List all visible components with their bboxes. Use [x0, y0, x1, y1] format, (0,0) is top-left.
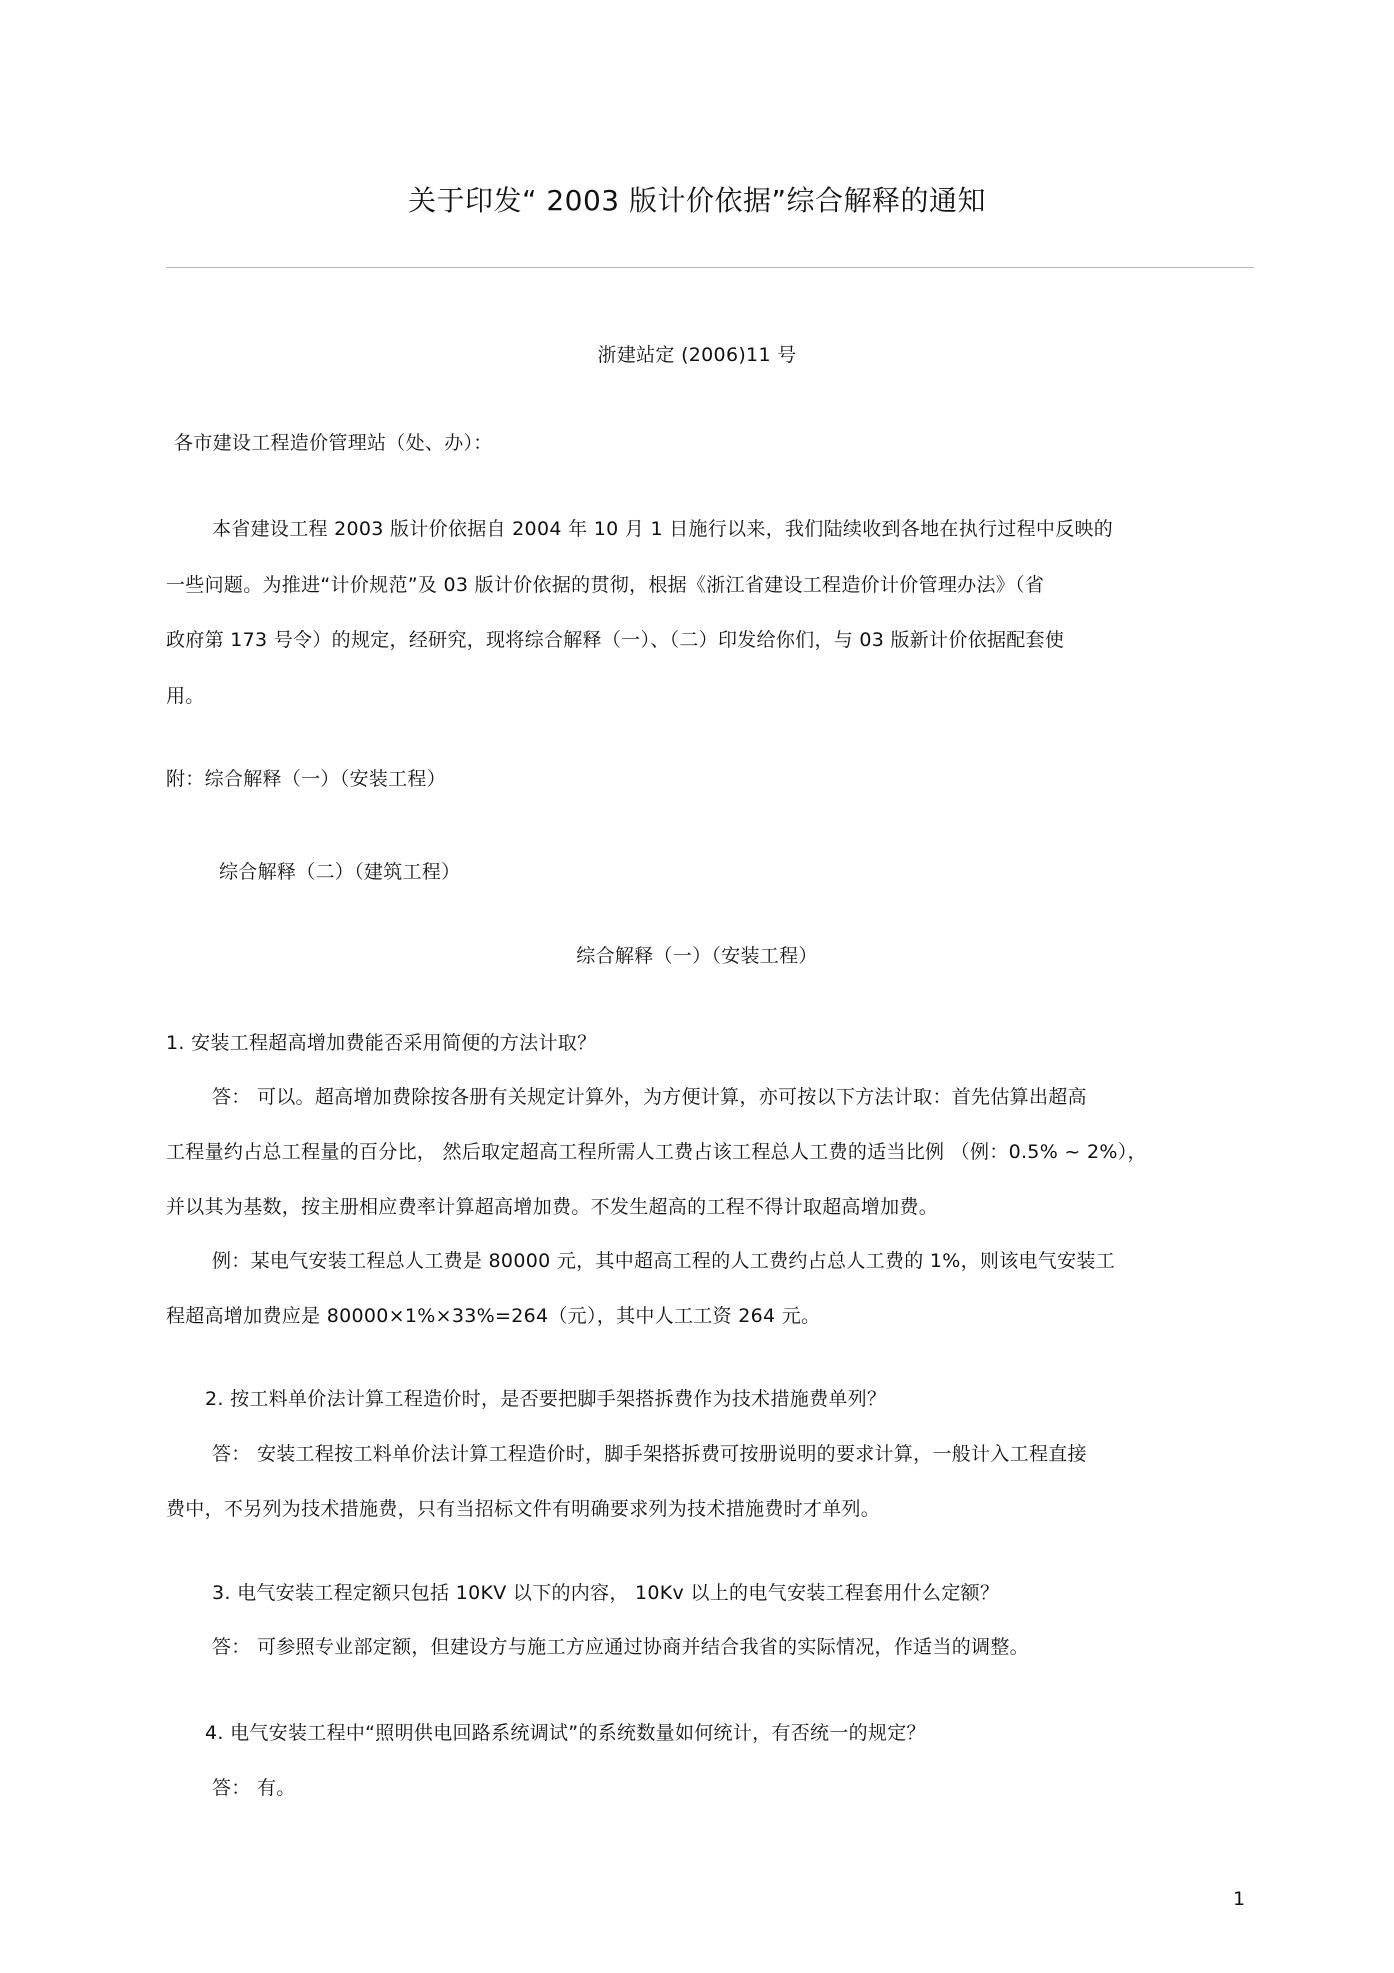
page-number: 1 — [1233, 1888, 1246, 1910]
question: 3. 电气安装工程定额只包括 10KV 以下的内容， 10Kv 以上的电气安装工程套用什么定额？ — [212, 1582, 1000, 1604]
answer-line: 答： 可参照专业部定额，但建设方与施工方应通过协商并结合我省的实际情况，作适当的调整。 — [212, 1636, 1029, 1658]
document-title: 关于印发“ 2003 版计价依据”综合解释的通知 — [407, 184, 987, 217]
answer-line: 例：某电气安装工程总人工费是 80000 元，其中超高工程的人工费约占总人工费的 1%，则该电气安装工 — [212, 1250, 1116, 1272]
answer-line: 答： 安装工程按工料单价法计算工程造价时，脚手架搭拆费可按册说明的要求计算，一般计入工程直接 — [212, 1443, 1087, 1465]
question: 1. 安装工程超高增加费能否采用简便的方法计取？ — [166, 1032, 597, 1054]
attachment-item: 综合解释（二）（建筑工程） — [219, 861, 461, 883]
intro-line: 本省建设工程 2003 版计价依据自 2004 年 10 月 1 日施行以来，我们陆续收到各地在执行过程中反映的 — [212, 518, 1114, 540]
answer-line: 程超高增加费应是 80000×1%×33%=264（元），其中人工工资 264 元。 — [166, 1305, 821, 1327]
answer-line: 工程量约占总工程量的百分比， 然后取定超高工程所需人工费占该工程总人工费的适当比例 （例：0.5% ~ 2%）， — [166, 1141, 1147, 1163]
intro-line: 一些问题。为推进“计价规范”及 03 版计价依据的贯彻，根据《浙江省建设工程造价计价管理办法》（省 — [166, 574, 1045, 596]
title-divider — [166, 267, 1254, 268]
question: 2. 按工料单价法计算工程造价时，是否要把脚手架搭拆费作为技术措施费单列？ — [205, 1388, 887, 1410]
section-heading: 综合解释（一）（安装工程） — [576, 945, 818, 967]
intro-line: 用。 — [166, 685, 205, 707]
answer-line: 答： 有。 — [212, 1777, 296, 1799]
attachment-item: 附：综合解释（一）（安装工程） — [166, 768, 447, 790]
answer-line: 并以其为基数，按主册相应费率计算超高增加费。不发生超高的工程不得计取超高增加费。 — [166, 1196, 939, 1218]
question: 4. 电气安装工程中“照明供电回路系统调试”的系统数量如何统计，有否统一的规定？ — [205, 1722, 926, 1744]
answer-line: 费中，不另列为技术措施费，只有当招标文件有明确要求列为技术措施费时才单列。 — [166, 1498, 881, 1520]
intro-line: 政府第 173 号令）的规定，经研究，现将综合解释（一）、（二）印发给你们，与 03 版新计价依据配套使 — [166, 629, 1065, 651]
recipient-line: 各市建设工程造价管理站（处、办）： — [174, 432, 493, 454]
document-number: 浙建站定 (2006)11 号 — [597, 344, 797, 366]
answer-line: 答： 可以。超高增加费除按各册有关规定计算外，为方便计算，亦可按以下方法计取：首先估算出超高 — [212, 1086, 1087, 1108]
